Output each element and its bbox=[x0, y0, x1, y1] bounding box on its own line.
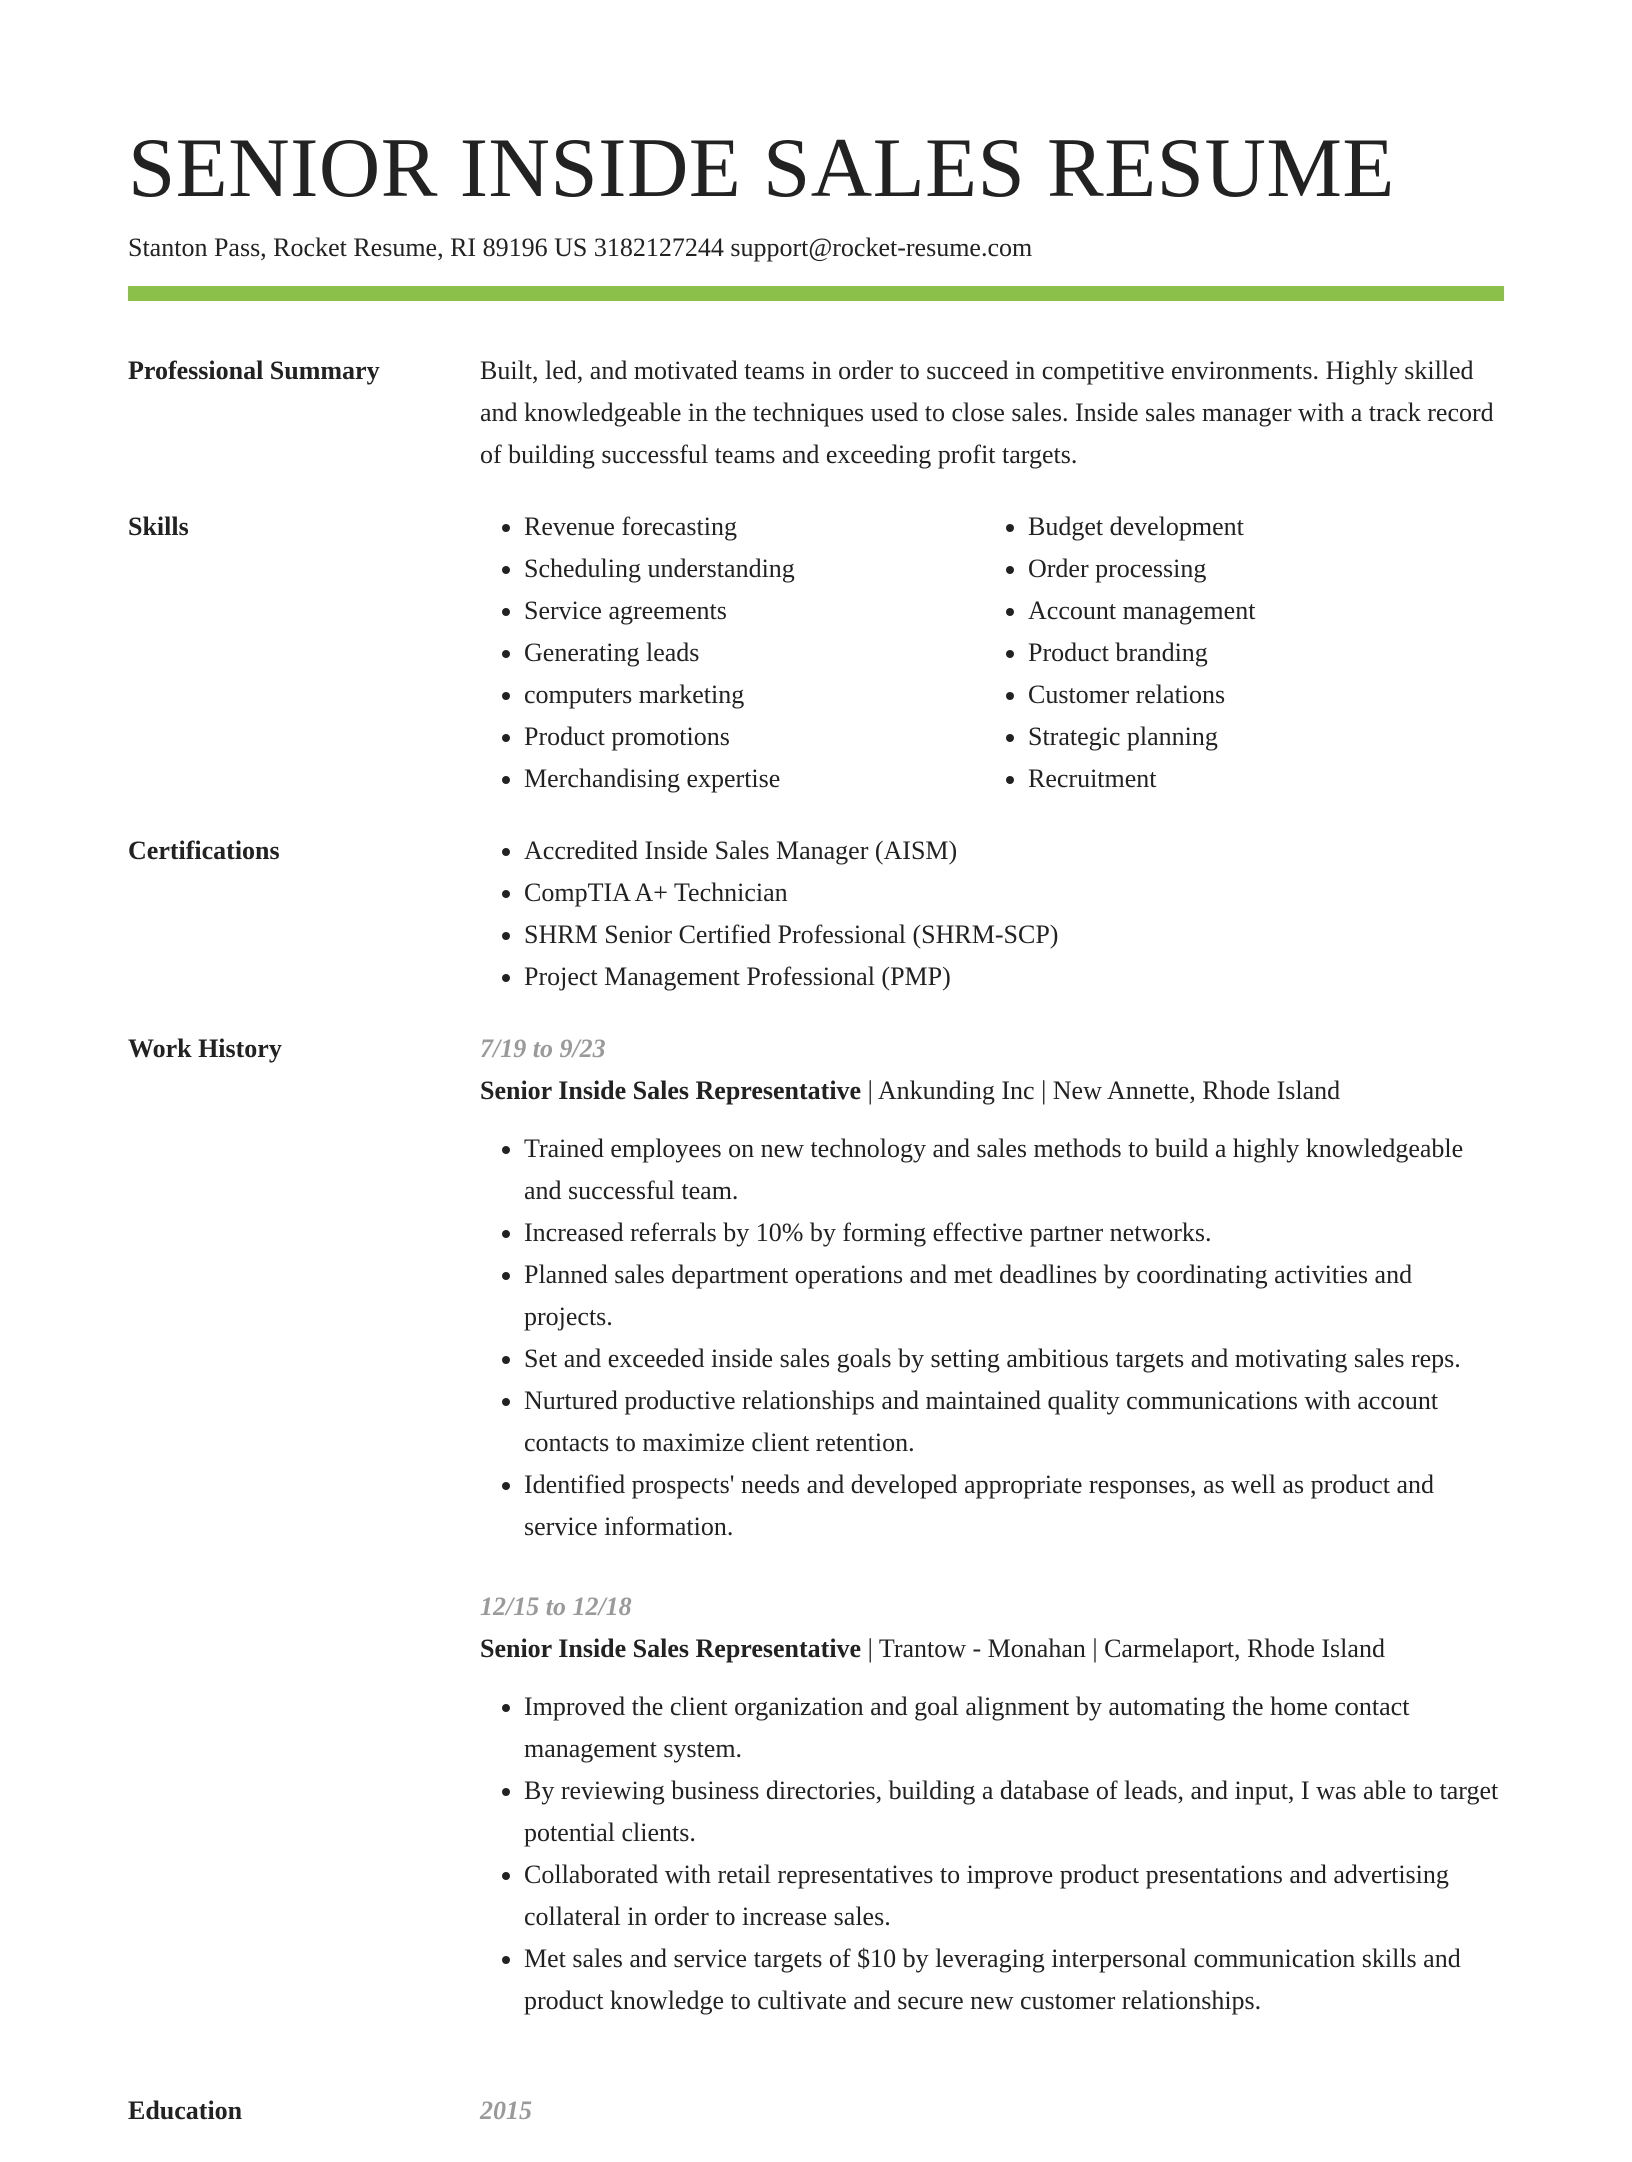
job-dates: 7/19 to 9/23 bbox=[480, 1034, 606, 1063]
job-header bbox=[480, 1070, 1504, 1112]
job-bullet: • Collaborated with retail representatives to improve product presentations and advertising collateral in order to increase sales. bbox=[524, 1854, 1504, 1938]
job-dates: 12/15 to 12/18 bbox=[480, 1592, 632, 1621]
resume-sections bbox=[128, 350, 1504, 2162]
skills-section bbox=[128, 506, 1504, 800]
job-title: Senior Inside Sales Representative bbox=[480, 1634, 862, 1663]
skill-item: • Scheduling understanding bbox=[524, 548, 984, 590]
certification-item: • Project Management Professional (PMP) bbox=[524, 956, 1504, 998]
skill-item: • Merchandising expertise bbox=[524, 758, 984, 800]
skill-item: • Product branding bbox=[1028, 632, 1548, 674]
skill-item: • Account management bbox=[1028, 590, 1548, 632]
job-bullet: • Planned sales department operations and met deadlines by coordinating activities and projects. bbox=[524, 1254, 1504, 1338]
certification-item: • SHRM Senior Certified Professional (SHRM-SCP) bbox=[524, 914, 1504, 956]
accent-divider bbox=[128, 286, 1504, 301]
skill-item: • Customer relations bbox=[1028, 674, 1548, 716]
job-details: | Trantow - Monahan | Carmelaport, Rhode Island bbox=[861, 1634, 1385, 1663]
skill-item: • Strategic planning bbox=[1028, 716, 1548, 758]
skill-item: • Service agreements bbox=[524, 590, 984, 632]
job-entry bbox=[480, 1586, 1504, 2022]
skill-item: • Recruitment bbox=[1028, 758, 1548, 800]
job-bullet: • By reviewing business directories, building a database of leads, and input, I was able to target potential clients. bbox=[524, 1770, 1504, 1854]
job-bullet: • Identified prospects' needs and developed appropriate responses, as well as product and service information. bbox=[524, 1464, 1504, 1548]
job-bullet: • Trained employees on new technology and sales methods to build a highly knowledgeable and successful team. bbox=[524, 1128, 1504, 1212]
job-bullet: • Improved the client organization and goal alignment by automating the home contact management system. bbox=[524, 1686, 1504, 1770]
skills-list-right bbox=[984, 506, 1548, 800]
job-entry bbox=[480, 1028, 1504, 1548]
section-label: Skills bbox=[128, 512, 189, 541]
certification-item: • Accredited Inside Sales Manager (AISM) bbox=[524, 830, 1504, 872]
section-body bbox=[480, 350, 1504, 476]
job-bullet: • Nurtured productive relationships and maintained quality communications with account contacts to maximize client retention. bbox=[524, 1380, 1504, 1464]
certification-item: • CompTIA A+ Technician bbox=[524, 872, 1504, 914]
skills-columns bbox=[480, 506, 1504, 800]
section-body bbox=[480, 2090, 1504, 2132]
certifications-section bbox=[128, 830, 1504, 998]
education-date: 2015 bbox=[480, 2096, 532, 2125]
section-label: Certifications bbox=[128, 836, 280, 865]
work-history-section bbox=[128, 1028, 1504, 2060]
professional-summary-section bbox=[128, 350, 1504, 476]
resume-title: SENIOR INSIDE SALES RESUME bbox=[128, 121, 1395, 215]
summary-text: Built, led, and motivated teams in order to succeed in competitive environments. Highly skilled and knowledgeable in the techniques used to close sales. Inside sales manager with a track record of building successful teams and exceeding profit targets. bbox=[480, 356, 1494, 469]
skill-item: • Order processing bbox=[1028, 548, 1548, 590]
job-header bbox=[480, 1628, 1504, 1670]
section-body bbox=[480, 830, 1504, 998]
skill-item: • Revenue forecasting bbox=[524, 506, 984, 548]
job-title: Senior Inside Sales Representative bbox=[480, 1076, 862, 1105]
job-bullets bbox=[480, 1128, 1504, 1548]
job-bullet: • Met sales and service targets of $10 by leveraging interpersonal communication skills and product knowledge to cultivate and secure new customer relationships. bbox=[524, 1938, 1504, 2022]
skills-list-left bbox=[480, 506, 984, 800]
section-body bbox=[480, 1028, 1504, 2060]
job-bullet: • Set and exceeded inside sales goals by setting ambitious targets and motivating sales reps. bbox=[524, 1338, 1504, 1380]
certifications-list bbox=[480, 830, 1504, 998]
skill-item: • Budget development bbox=[1028, 506, 1548, 548]
job-bullets bbox=[480, 1686, 1504, 2022]
skill-item: • computers marketing bbox=[524, 674, 984, 716]
contact-line: Stanton Pass, Rocket Resume, RI 89196 US 3182127244 support@rocket-resume.com bbox=[128, 233, 1033, 262]
education-section bbox=[128, 2090, 1504, 2132]
skill-item: • Product promotions bbox=[524, 716, 984, 758]
job-bullet: • Increased referrals by 10% by forming effective partner networks. bbox=[524, 1212, 1504, 1254]
section-label: Work History bbox=[128, 1034, 282, 1063]
section-label: Professional Summary bbox=[128, 356, 380, 385]
section-label: Education bbox=[128, 2096, 243, 2125]
skill-item: • Generating leads bbox=[524, 632, 984, 674]
job-details: | Ankunding Inc | New Annette, Rhode Island bbox=[861, 1076, 1341, 1105]
